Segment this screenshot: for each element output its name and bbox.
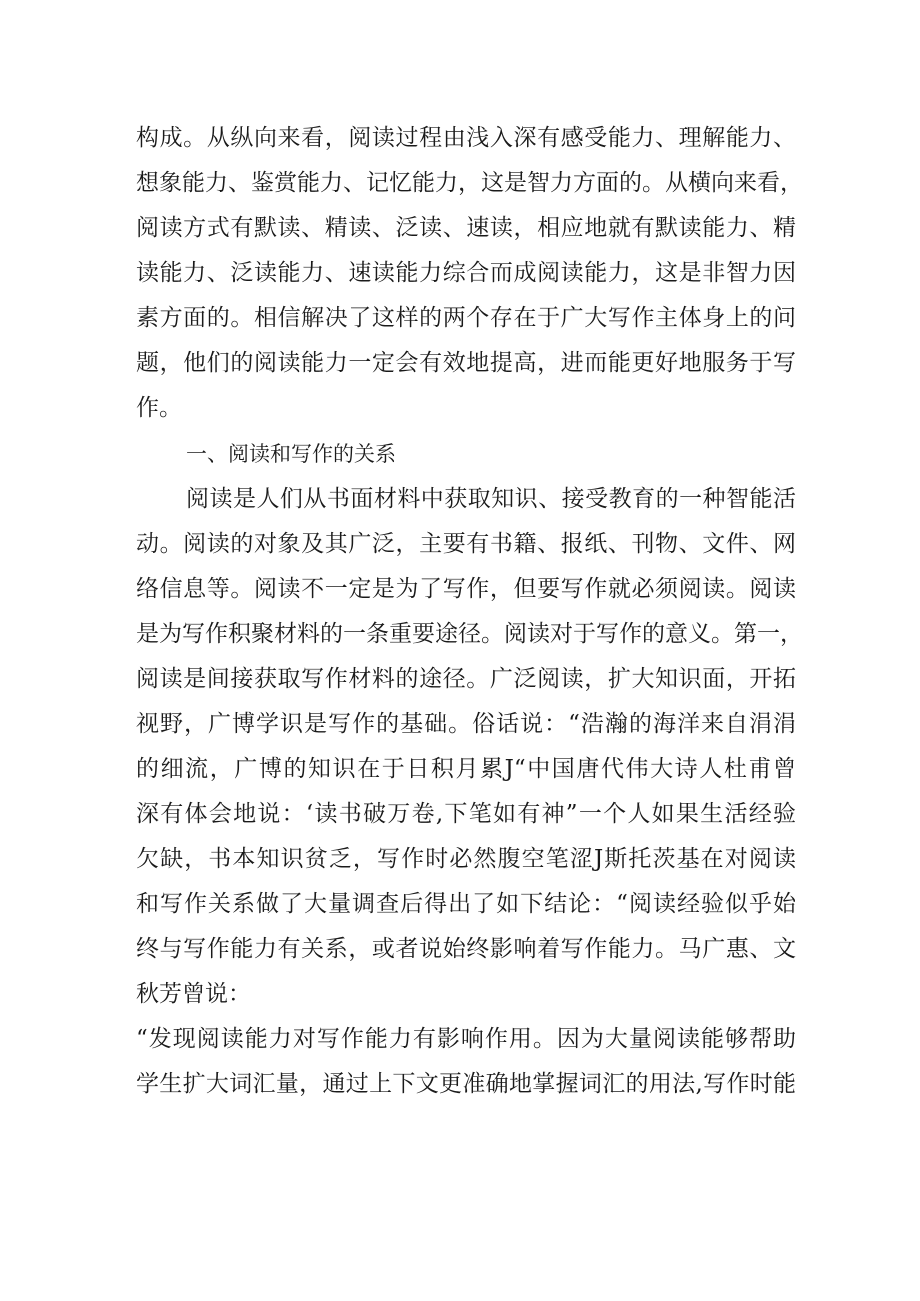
text-line: 视野，广博学识是写作的基础。俗话说：“浩瀚的海洋来自涓涓	[136, 711, 796, 737]
section-heading: 一、阅读和写作的关系	[186, 442, 396, 466]
text-line: 动。阅读的对象及其广泛，主要有书籍、报纸、刊物、文件、网	[136, 531, 796, 557]
text-line: 是为写作积聚材料的一条重要途径。阅读对于写作的意义。第一，	[136, 621, 803, 647]
text-line: 题，他们的阅读能力一定会有效地提高，进而能更好地服务于写	[136, 350, 796, 376]
text-line: 终与写作能力有关系，或者说始终影响着写作能力。马广惠、文	[136, 936, 796, 962]
text-line: 的细流，广博的知识在于日积月累J“中国唐代伟大诗人杜甫曾	[136, 756, 796, 782]
text-line: 阅读是间接获取写作材料的途径。广泛阅读，扩大知识面，开拓	[136, 666, 796, 692]
text-line: 络信息等。阅读不一定是为了写作，但要写作就必须阅读。阅读	[136, 576, 796, 602]
text-line: 学生扩大词汇量，通过上下文更准确地掌握词汇的用法,写作时能	[136, 1071, 796, 1097]
text-line: “发现阅读能力对写作能力有影响作用。因为大量阅读能够帮助	[136, 1026, 796, 1052]
text-line: 想象能力、鉴赏能力、记忆能力，这是智力方面的。从横向来看，	[136, 170, 803, 196]
text-line: 构成。从纵向来看，阅读过程由浅入深有感受能力、理解能力、	[136, 125, 796, 151]
text-line: 读能力、泛读能力、速读能力综合而成阅读能力，这是非智力因	[136, 260, 796, 286]
text-line: 阅读方式有默读、精读、泛读、速读，相应地就有默读能力、精	[136, 215, 796, 241]
text-line: 素方面的。相信解决了这样的两个存在于广大写作主体身上的问	[136, 305, 796, 331]
text-line: 深有体会地说：‘读书破万卷,下笔如有神”一个人如果生活经验	[136, 801, 796, 827]
text-line: 阅读是人们从书面材料中获取知识、接受教育的一种智能活	[186, 486, 796, 512]
text-line: 作。	[136, 395, 182, 421]
text-line: 欠缺，书本知识贫乏，写作时必然腹空笔涩J斯托茨基在对阅读	[136, 846, 796, 872]
text-line: 和写作关系做了大量调查后得出了如下结论：“阅读经验似乎始	[136, 891, 796, 917]
text-line: 秋芳曾说：	[136, 981, 251, 1007]
